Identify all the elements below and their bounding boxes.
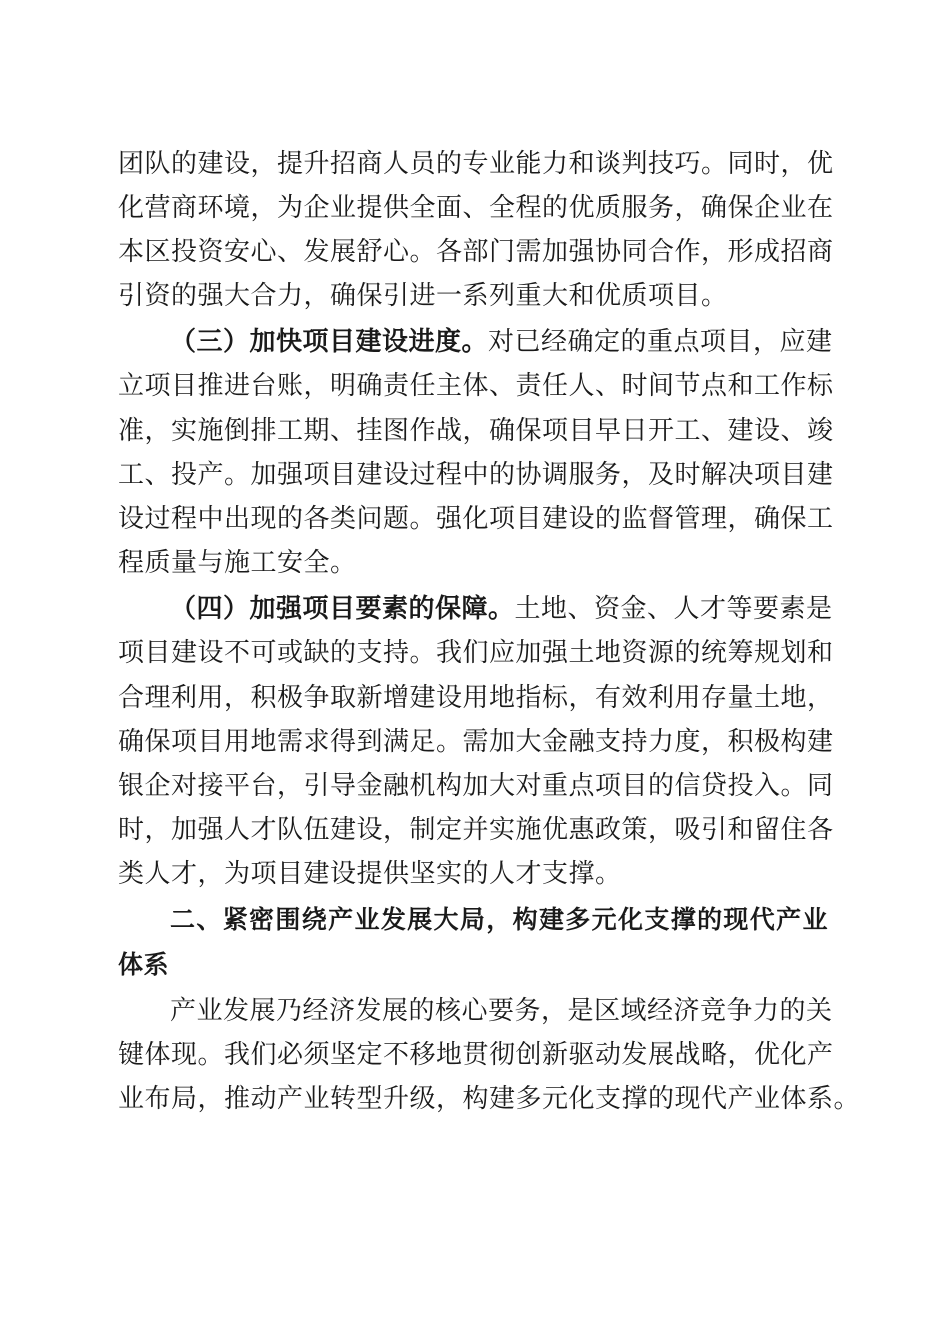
p2-line-1 <box>170 320 833 364</box>
p2-line-5: 设过程中出现的各类问题。强化项目建设的监督管理，确保工 <box>118 504 834 534</box>
p2-first-rest: 对已经确定的重点项目，应建 <box>488 327 833 357</box>
p3-line-2: 项目建设不可或缺的支持。我们应加强土地资源的统筹规划和 <box>118 638 834 668</box>
p4-line-3: 业布局，推动产业转型升级，构建多元化支撑的现代产业体系。 <box>118 1084 861 1114</box>
p4-line-1: 产业发展乃经济发展的核心要务，是区域经济竞争力的关 <box>170 996 833 1026</box>
p3-first-rest: 土地、资金、人才等要素是 <box>514 594 833 624</box>
p3-line-3: 合理利用，积极争取新增建设用地指标，有效利用存量土地， <box>118 683 834 713</box>
p1-line-1: 团队的建设，提升招商人员的专业能力和谈判技巧。同时，优 <box>118 149 834 179</box>
p3-line-4: 确保项目用地需求得到满足。需加大金融支持力度，积极构建 <box>118 727 834 757</box>
p3-bold-lead: （四）加强项目要素的保障。 <box>170 594 515 624</box>
p2-line-2: 立项目推进台账，明确责任主体、责任人、时间节点和工作标 <box>118 371 834 401</box>
p2-line-6: 程质量与施工安全。 <box>118 548 357 578</box>
p1-line-2: 化营商环境，为企业提供全面、全程的优质服务，确保企业在 <box>118 193 834 223</box>
p2-bold-lead: （三）加快项目建设进度。 <box>170 327 489 357</box>
section-heading-line-2: 体系 <box>118 950 170 979</box>
p2-line-3: 准，实施倒排工期、挂图作战，确保项目早日开工、建设、竣 <box>118 416 834 446</box>
p3-line-5: 银企对接平台，引导金融机构加大对重点项目的信贷投入。同 <box>118 771 834 801</box>
p1-line-3: 本区投资安心、发展舒心。各部门需加强协同合作，形成招商 <box>118 237 834 267</box>
p4-line-2: 键体现。我们必须坚定不移地贯彻创新驱动发展战略，优化产 <box>118 1040 834 1070</box>
p1-line-4: 引资的强大合力，确保引进一系列重大和优质项目。 <box>118 281 728 311</box>
section-heading-line-1: 二、紧密围绕产业发展大局，构建多元化支撑的现代产业 <box>170 905 828 934</box>
p3-line-7: 类人才，为项目建设提供坚实的人才支撑。 <box>118 859 622 889</box>
p2-line-4: 工、投产。加强项目建设过程中的协调服务，及时解决项目建 <box>118 460 834 490</box>
p3-line-1 <box>170 587 833 631</box>
p3-line-6: 时，加强人才队伍建设，制定并实施优惠政策，吸引和留住各 <box>118 815 834 845</box>
